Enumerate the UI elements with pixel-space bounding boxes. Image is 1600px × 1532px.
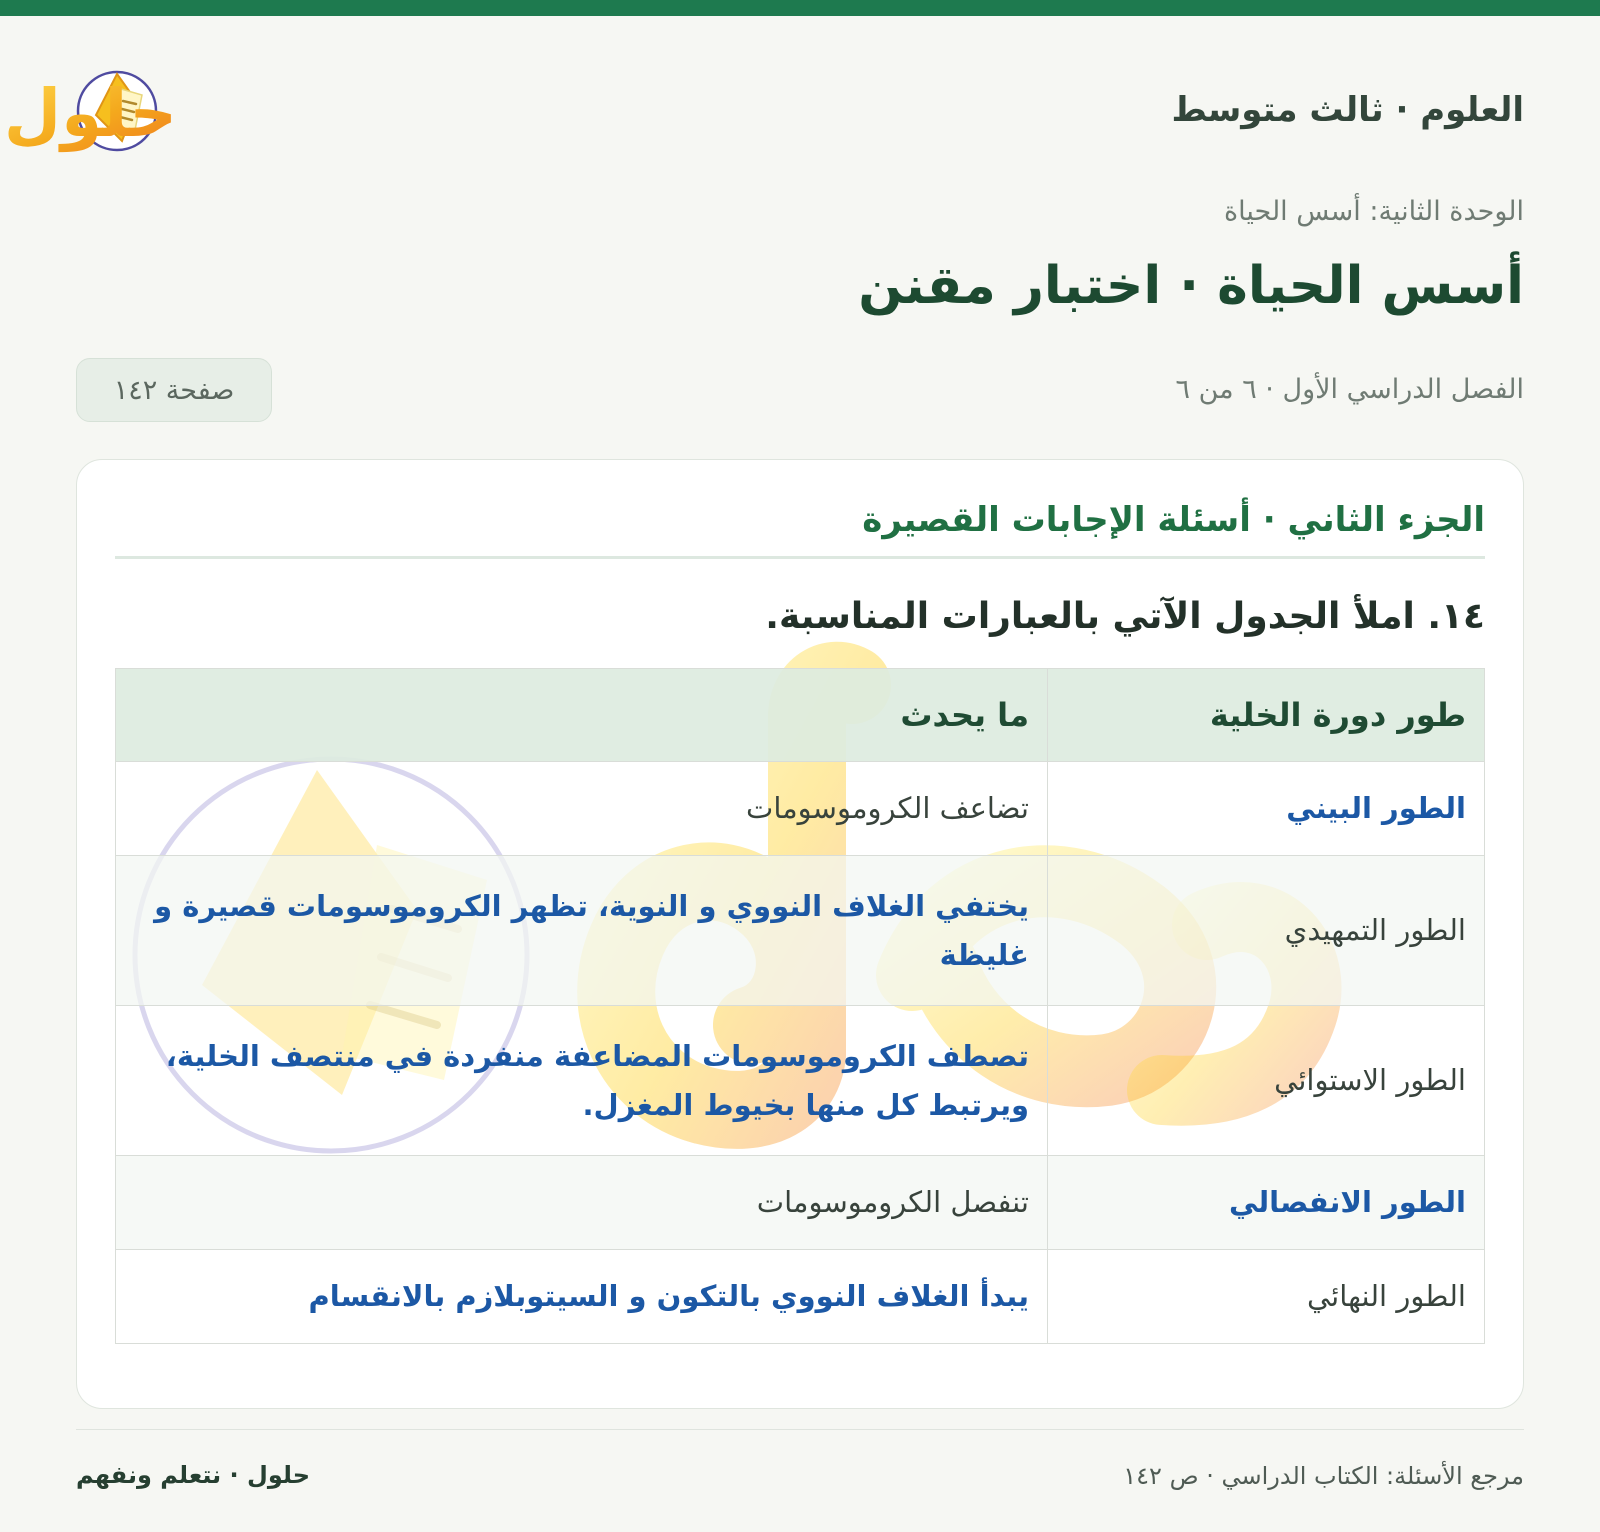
table-row: [116, 1006, 1485, 1156]
footer-divider: [76, 1429, 1524, 1430]
unit-line: الوحدة الثانية: أسس الحياة: [1224, 196, 1524, 227]
event-column-header: ما يحدث: [116, 669, 1048, 762]
table-row: [116, 1250, 1485, 1344]
stage-cell: الطور التمهيدي: [1048, 856, 1485, 1006]
logo-wordmark: حلول: [3, 75, 177, 152]
event-cell: تصطف الكروموسومات المضاعفة منفردة في منتصف الخلية، ويرتبط كل منها بخيوط المغزل.: [116, 1006, 1048, 1156]
table-header: [116, 669, 1485, 762]
question-reference: مرجع الأسئلة: الكتاب الدراسي · ص ١٤٢: [1123, 1462, 1524, 1490]
event-cell: يختفي الغلاف النووي و النوية، تظهر الكروموسومات قصيرة و غليظة: [116, 856, 1048, 1006]
stage-cell: الطور البيني: [1048, 762, 1485, 856]
page-title: أسس الحياة · اختبار مقنن: [858, 256, 1524, 316]
subject-title: العلوم · ثالث متوسط: [1171, 90, 1524, 130]
table-body: [116, 762, 1485, 1344]
worksheet-page: [3, 16, 1524, 1516]
stage-column-header: طور دورة الخلية: [1048, 669, 1485, 762]
stage-cell: الطور النهائي: [1048, 1250, 1485, 1344]
hulul-logo: [3, 54, 336, 164]
cell-cycle-table: [115, 668, 1485, 1344]
stage-cell: الطور الاستوائي: [1048, 1006, 1485, 1156]
section-divider: [115, 556, 1485, 559]
question-card: [76, 459, 1524, 1409]
page-number-badge: صفحة ١٤٢: [76, 358, 272, 422]
table-row: [116, 1156, 1485, 1250]
page-header: [3, 16, 1524, 176]
table-header-row: [116, 669, 1485, 762]
top-accent-bar: [0, 0, 1600, 16]
table-row: [116, 762, 1485, 856]
question-prompt: ١٤. املأ الجدول الآتي بالعبارات المناسبة.: [765, 596, 1485, 637]
footer-tagline: حلول · نتعلم ونفهم: [76, 1461, 310, 1489]
section-title: الجزء الثاني · أسئلة الإجابات القصيرة: [862, 500, 1485, 540]
event-cell: تنفصل الكروموسومات: [116, 1156, 1048, 1250]
table-row: [116, 856, 1485, 1006]
card-content: [77, 460, 1523, 1344]
semester-info: الفصل الدراسي الأول · ٦ من ٦: [1175, 374, 1524, 405]
event-cell: تضاعف الكروموسومات: [116, 762, 1048, 856]
event-cell: يبدأ الغلاف النووي بالتكون و السيتوبلازم بالانقسام: [116, 1250, 1048, 1344]
stage-cell: الطور الانفصالي: [1048, 1156, 1485, 1250]
